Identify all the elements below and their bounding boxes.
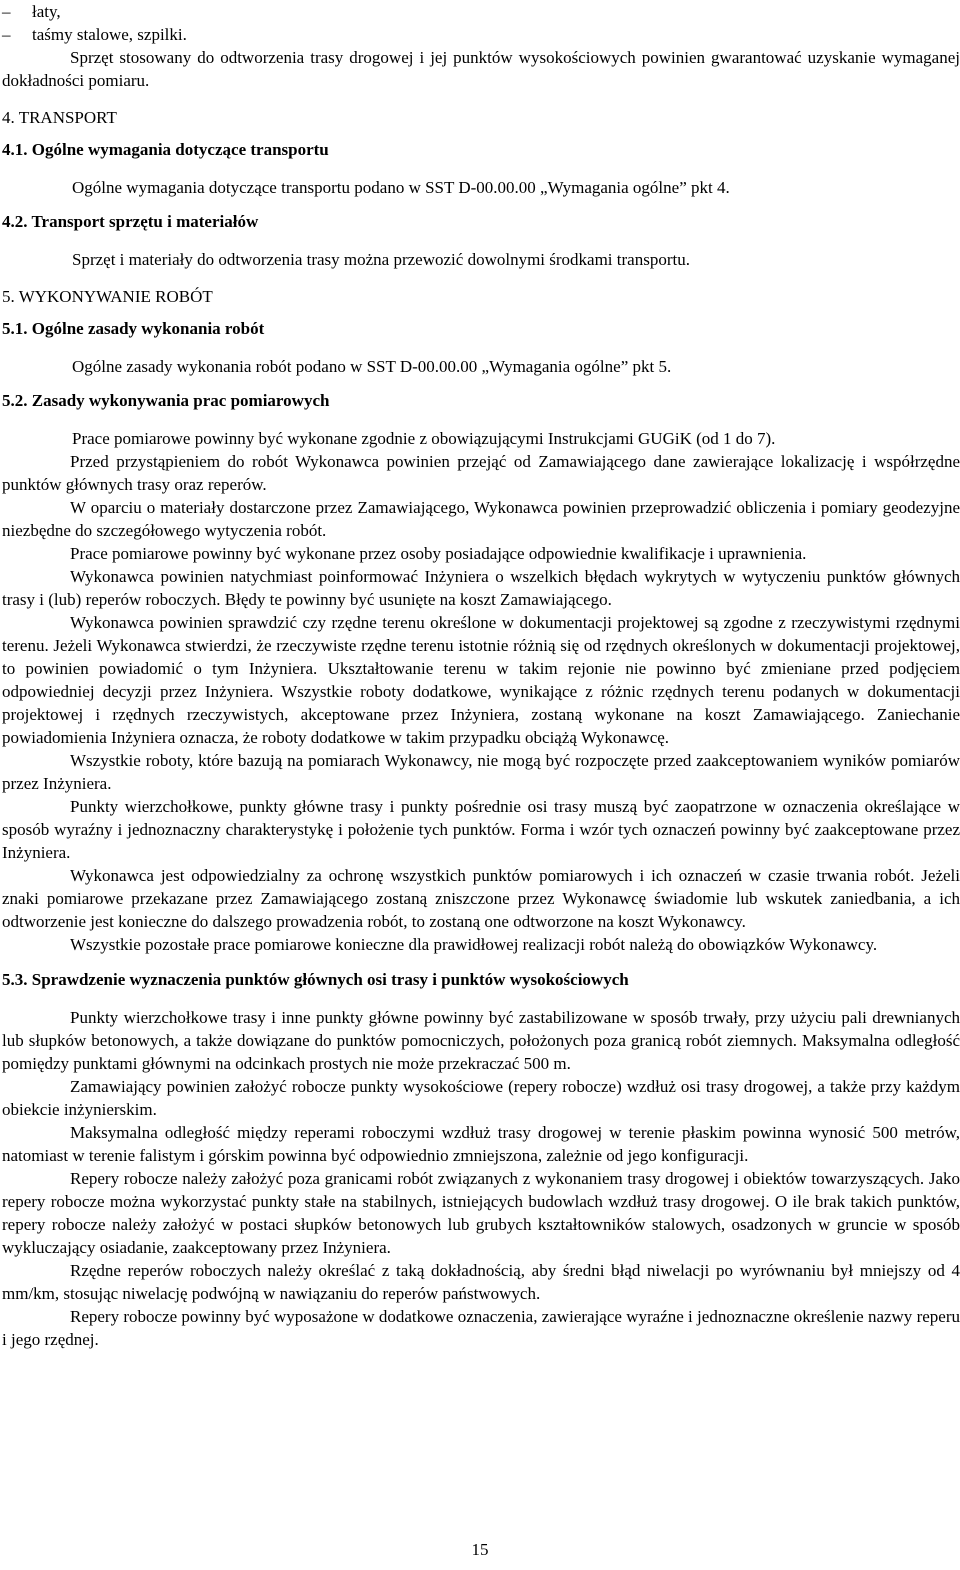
paragraph: W oparciu o materiały dostarczone przez Zamawiającego, Wykonawca powinien przeprowadzić obliczenia i pomiary geodezyjne niezbędne do szczegółowego wytyczenia robót. [2, 498, 960, 540]
bullet-dash: – [2, 2, 11, 21]
section-4-1-text: Ogólne wymagania dotyczące transportu podano w SST D-00.00.00 „Wymagania ogólne” pkt 4. [72, 178, 730, 197]
section-4-2-text: Sprzęt i materiały do odtworzenia trasy można przewozić dowolnymi środkami transportu. [72, 250, 690, 269]
paragraph: Punkty wierzchołkowe, punkty główne trasy i punkty pośrednie osi trasy muszą być zaopatrzone w oznaczenia określające w sposób wyraźny i jednoznaczny charakterystykę i położenie tych punktów. Forma i wzór tych oznaczeń powinny być zaakceptowane przez Inżyniera. [2, 797, 960, 862]
section-4-1-heading: 4.1. Ogólne wymagania dotyczące transportu [2, 140, 329, 159]
section-5-2-text: Prace pomiarowe powinny być wykonane zgodnie z obowiązującymi Instrukcjami GUGiK (od 1 do 7). [72, 429, 776, 448]
paragraph: Rzędne reperów roboczych należy określać z taką dokładnością, aby średni błąd niwelacji po wyrównaniu był mniejszy od 4 mm/km, stosując niwelację podwójną w nawiązaniu do reperów państwowych. [2, 1261, 960, 1303]
paragraph: Wykonawca jest odpowiedzialny za ochronę wszystkich punktów pomiarowych i ich oznaczeń w czasie trwania robót. Jeżeli znaki pomiarowe przekazane przez Zamawiającego zostaną zniszczone przez Wykonawcę świadomie lub wskutek zaniedbania, a ich odtworzenie jest konieczne do dalszego prowadzenia robót, to zostaną one odtworzone na koszt Wykonawcy. [2, 866, 960, 931]
paragraph: Wszystkie roboty, które bazują na pomiarach Wykonawcy, nie mogą być rozpoczęte przed zaakceptowaniem wyników pomiarów przez Inżyniera. [2, 751, 960, 793]
section-5-1-text: Ogólne zasady wykonania robót podano w SST D-00.00.00 „Wymagania ogólne” pkt 5. [72, 357, 672, 376]
intro-paragraph: Sprzęt stosowany do odtworzenia trasy drogowej i jej punktów wysokościowych powinien gwarantować uzyskanie wymaganej dokładności pomiaru. [2, 48, 960, 90]
section-5-1-heading: 5.1. Ogólne zasady wykonania robót [2, 319, 265, 338]
paragraph: Wszystkie pozostałe prace pomiarowe konieczne dla prawidłowej realizacji robót należą do obowiązków Wykonawcy. [70, 935, 878, 954]
paragraph: Wykonawca powinien sprawdzić czy rzędne terenu określone w dokumentacji projektowej są zgodne z rzeczywistymi rzędnymi terenu. Jeżeli Wykonawca stwierdzi, że rzeczywiste rzędne terenu istotnie różnią się od rzędnych określonych w dokumentacji projektowej, to powinien powiadomić o tym Inżyniera. Ukształtowanie terenu w takim rejonie nie powinno być zmieniane przed podjęciem odpowiedniej decyzji przez Inżyniera. Wszystkie roboty dodatkowe, wynikające z różnic rzędnych terenu podanych w dokumentacji projektowej i rzędnych rzeczywistych, akceptowane przez Inżyniera, zostaną wykonane na koszt Zamawiającego. Zaniechanie powiadomienia Inżyniera oznacza, że roboty dodatkowe w takim przypadku obciążą Wykonawcę. [2, 613, 960, 747]
paragraph: Punkty wierzchołkowe trasy i inne punkty główne powinny być zastabilizowane w sposób trwały, przy użyciu pali drewnianych lub słupków betonowych, a także dowiązane do punktów pomocniczych, położonych poza granicą robót ziemnych. Maksymalna odległość pomiędzy punktami głównymi na odcinkach prostych nie może przekraczać 500 m. [2, 1008, 960, 1073]
section-5-2-heading: 5.2. Zasady wykonywania prac pomiarowych [2, 391, 330, 410]
paragraph: Repery robocze należy założyć poza granicami robót związanych z wykonaniem trasy drogowej i obiektów towarzyszących. Jako repery robocze można wykorzystać punkty stałe na stabilnych, istniejących budowlach wzdłuż trasy drogowej. O ile brak takich punktów, repery robocze należy założyć w postaci słupków betonowych lub grubych kształtowników stalowych, osadzonych w gruncie w sposób wykluczający osiadanie, zaakceptowany przez Inżyniera. [2, 1169, 960, 1257]
list-item [2, 0, 960, 23]
paragraph: Repery robocze powinny być wyposażone w dodatkowe oznaczenia, zawierające wyraźne i jednoznaczne określenie nazwy reperu i jego rzędnej. [2, 1307, 960, 1349]
paragraph: Wykonawca powinien natychmiast poinformować Inżyniera o wszelkich błędach wykrytych w wytyczeniu punktów głównych trasy i (lub) reperów roboczych. Błędy te powinny być usunięte na koszt Zamawiającego. [2, 567, 960, 609]
page-number: 15 [471, 1540, 489, 1559]
list-item [2, 23, 960, 46]
paragraph: Maksymalna odległość między reperami roboczymi wzdłuż trasy drogowej w terenie płaskim powinna wynosić 500 metrów, natomiast w terenie falistym i górskim powinna być odpowiednio zmniejszona, zależnie od jego konfiguracji. [2, 1123, 960, 1165]
list-item-text: łaty, [32, 2, 61, 21]
bullet-dash: – [2, 25, 11, 44]
paragraph: Przed przystąpieniem do robót Wykonawca powinien przejąć od Zamawiającego dane zawierające lokalizację i współrzędne punktów głównych trasy oraz reperów. [2, 452, 960, 494]
paragraph: Zamawiający powinien założyć robocze punkty wysokościowe (repery robocze) wzdłuż osi trasy drogowej, a także przy każdym obiekcie inżynierskim. [2, 1077, 960, 1119]
paragraph: Prace pomiarowe powinny być wykonane przez osoby posiadające odpowiednie kwalifikacje i uprawnienia. [70, 544, 807, 563]
list-item-text: taśmy stalowe, szpilki. [32, 25, 187, 44]
section-4-heading: 4. TRANSPORT [2, 108, 117, 127]
section-5-3-heading: 5.3. Sprawdzenie wyznaczenia punktów głównych osi trasy i punktów wysokościowych [2, 970, 629, 989]
section-5-heading: 5. WYKONYWANIE ROBÓT [2, 287, 213, 306]
section-4-2-heading: 4.2. Transport sprzętu i materiałów [2, 212, 259, 231]
